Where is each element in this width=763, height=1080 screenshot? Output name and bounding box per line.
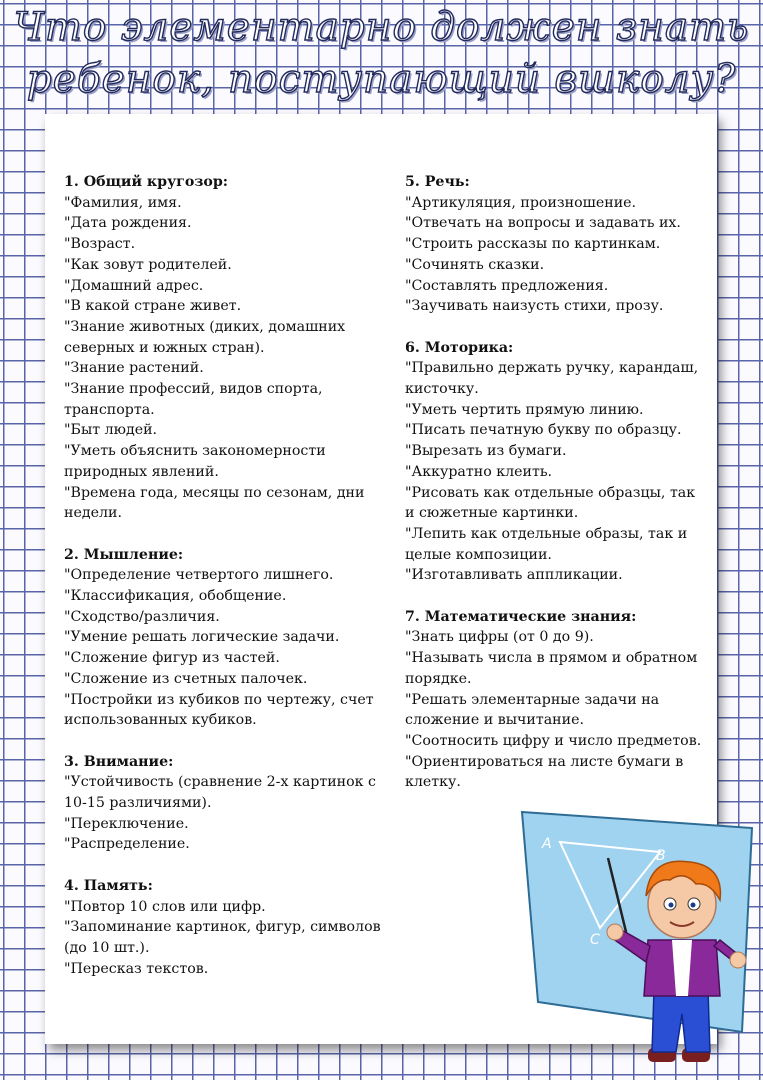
page-title [0, 2, 763, 106]
list-item: "Писать печатную букву по образцу. [405, 422, 682, 439]
list-item: "Умение решать логические задачи. [64, 629, 340, 646]
list-item: "Артикуляция, произношение. [405, 194, 637, 211]
list-item: "Рисовать как отдельные образцы, так и сюжетные картинки. [405, 484, 696, 522]
list-item: "Быт людей. [64, 422, 158, 439]
section-memory [64, 876, 384, 980]
boy-at-board-illustration [520, 800, 755, 1070]
section-math [405, 607, 705, 793]
list-item: "Повтор 10 слов или цифр. [64, 898, 266, 915]
list-item: "Дата рождения. [64, 215, 192, 232]
section-heading: 1. Общий кругозор: [64, 174, 228, 190]
list-item: "Лепить как отдельные образы, так и целые композиции. [405, 525, 688, 563]
list-item: "Знание животных (диких, домашних северных и южных стран). [64, 318, 346, 356]
list-item: "Решать элементарные задачи на сложение и вычитание. [405, 691, 660, 729]
right-column [405, 172, 705, 814]
raised-hand [607, 924, 623, 940]
list-item: "Ориентироваться на листе бумаги в клетку. [405, 753, 684, 791]
left-column [64, 172, 384, 1000]
list-item: "Аккуратно клеить. [405, 463, 553, 480]
list-item: "Составлять предложения. [405, 277, 609, 294]
list-item: "Знание профессий, видов спорта, транспорта. [64, 381, 323, 418]
list-item: "Отвечать на вопросы и задавать их. [405, 215, 681, 232]
board-label-a: A [542, 836, 552, 852]
section-general-outlook [64, 172, 384, 524]
board-label-c: C [590, 932, 600, 948]
list-item: "Заучивать наизусть стихи, прозу. [405, 298, 664, 315]
list-item: "Сходство/различия. [64, 608, 220, 625]
list-item: "Возраст. [64, 236, 136, 253]
list-item: "Знание растений. [64, 360, 204, 377]
list-item: "Постройки из кубиков по чертежу, счет использованных кубиков. [64, 691, 374, 729]
list-item: "Классификация, обобщение. [64, 588, 287, 605]
list-item: "Пересказ текстов. [64, 960, 209, 977]
list-item: "Переключение. [64, 815, 189, 832]
section-heading: 3. Внимание: [64, 753, 174, 770]
list-item: "В какой стране живет. [64, 298, 242, 315]
section-heading: 7. Математические знания: [405, 608, 637, 625]
section-heading: 5. Речь: [405, 174, 470, 190]
list-item: "Строить рассказы по картинкам. [405, 236, 661, 253]
list-item: "Соотносить цифру и число предметов. [405, 732, 702, 749]
list-item: "Сложение фигур из частей. [64, 650, 280, 667]
board-label-b: B [656, 848, 666, 864]
list-item: "Домашний адрес. [64, 277, 204, 294]
list-item: "Распределение. [64, 836, 190, 853]
left-pupil [669, 903, 674, 908]
section-motor-skills [405, 338, 705, 586]
list-item: "Времена года, месяцы по сезонам, дни недели. [64, 484, 365, 522]
section-heading: 2. Мышление: [64, 546, 184, 563]
list-item: "Фамилия, имя. [64, 194, 182, 211]
list-item: "Вырезать из бумаги. [405, 443, 567, 460]
right-pupil [691, 903, 696, 908]
list-item: "Устойчивость (сравнение 2-х картинок с 10-15 различиями). [64, 774, 377, 812]
list-item: "Уметь чертить прямую линию. [405, 401, 644, 418]
list-item: "Запоминание картинок, фигур, символов (до 10 шт.). [64, 919, 381, 956]
right-hand [730, 952, 746, 968]
section-attention [64, 752, 384, 856]
list-item: "Знать цифры (от 0 до 9). [405, 629, 594, 646]
list-item: "Правильно держать ручку, карандаш, кисточку. [405, 360, 699, 398]
list-item: "Называть числа в прямом и обратном порядке. [405, 650, 698, 687]
list-item: "Как зовут родителей. [64, 256, 232, 273]
list-item: "Сложение из счетных палочек. [64, 670, 308, 687]
section-heading: 4. Память: [64, 877, 153, 894]
list-item: "Определение четвертого лишнего. [64, 567, 334, 584]
list-item: "Сочинять сказки. [405, 256, 545, 273]
title-line-2: ребенок, поступающий вшколу? [26, 57, 737, 102]
section-thinking [64, 545, 384, 731]
list-item: "Уметь объяснить закономерности природных явлений. [64, 443, 326, 480]
trousers [652, 990, 710, 1052]
section-speech [405, 172, 705, 317]
title-line-1: Что элементарно должен знать [13, 5, 750, 50]
blackboard [522, 812, 752, 1032]
list-item: "Изготавливать аппликации. [405, 567, 623, 584]
section-heading: 6. Моторика: [405, 339, 514, 356]
